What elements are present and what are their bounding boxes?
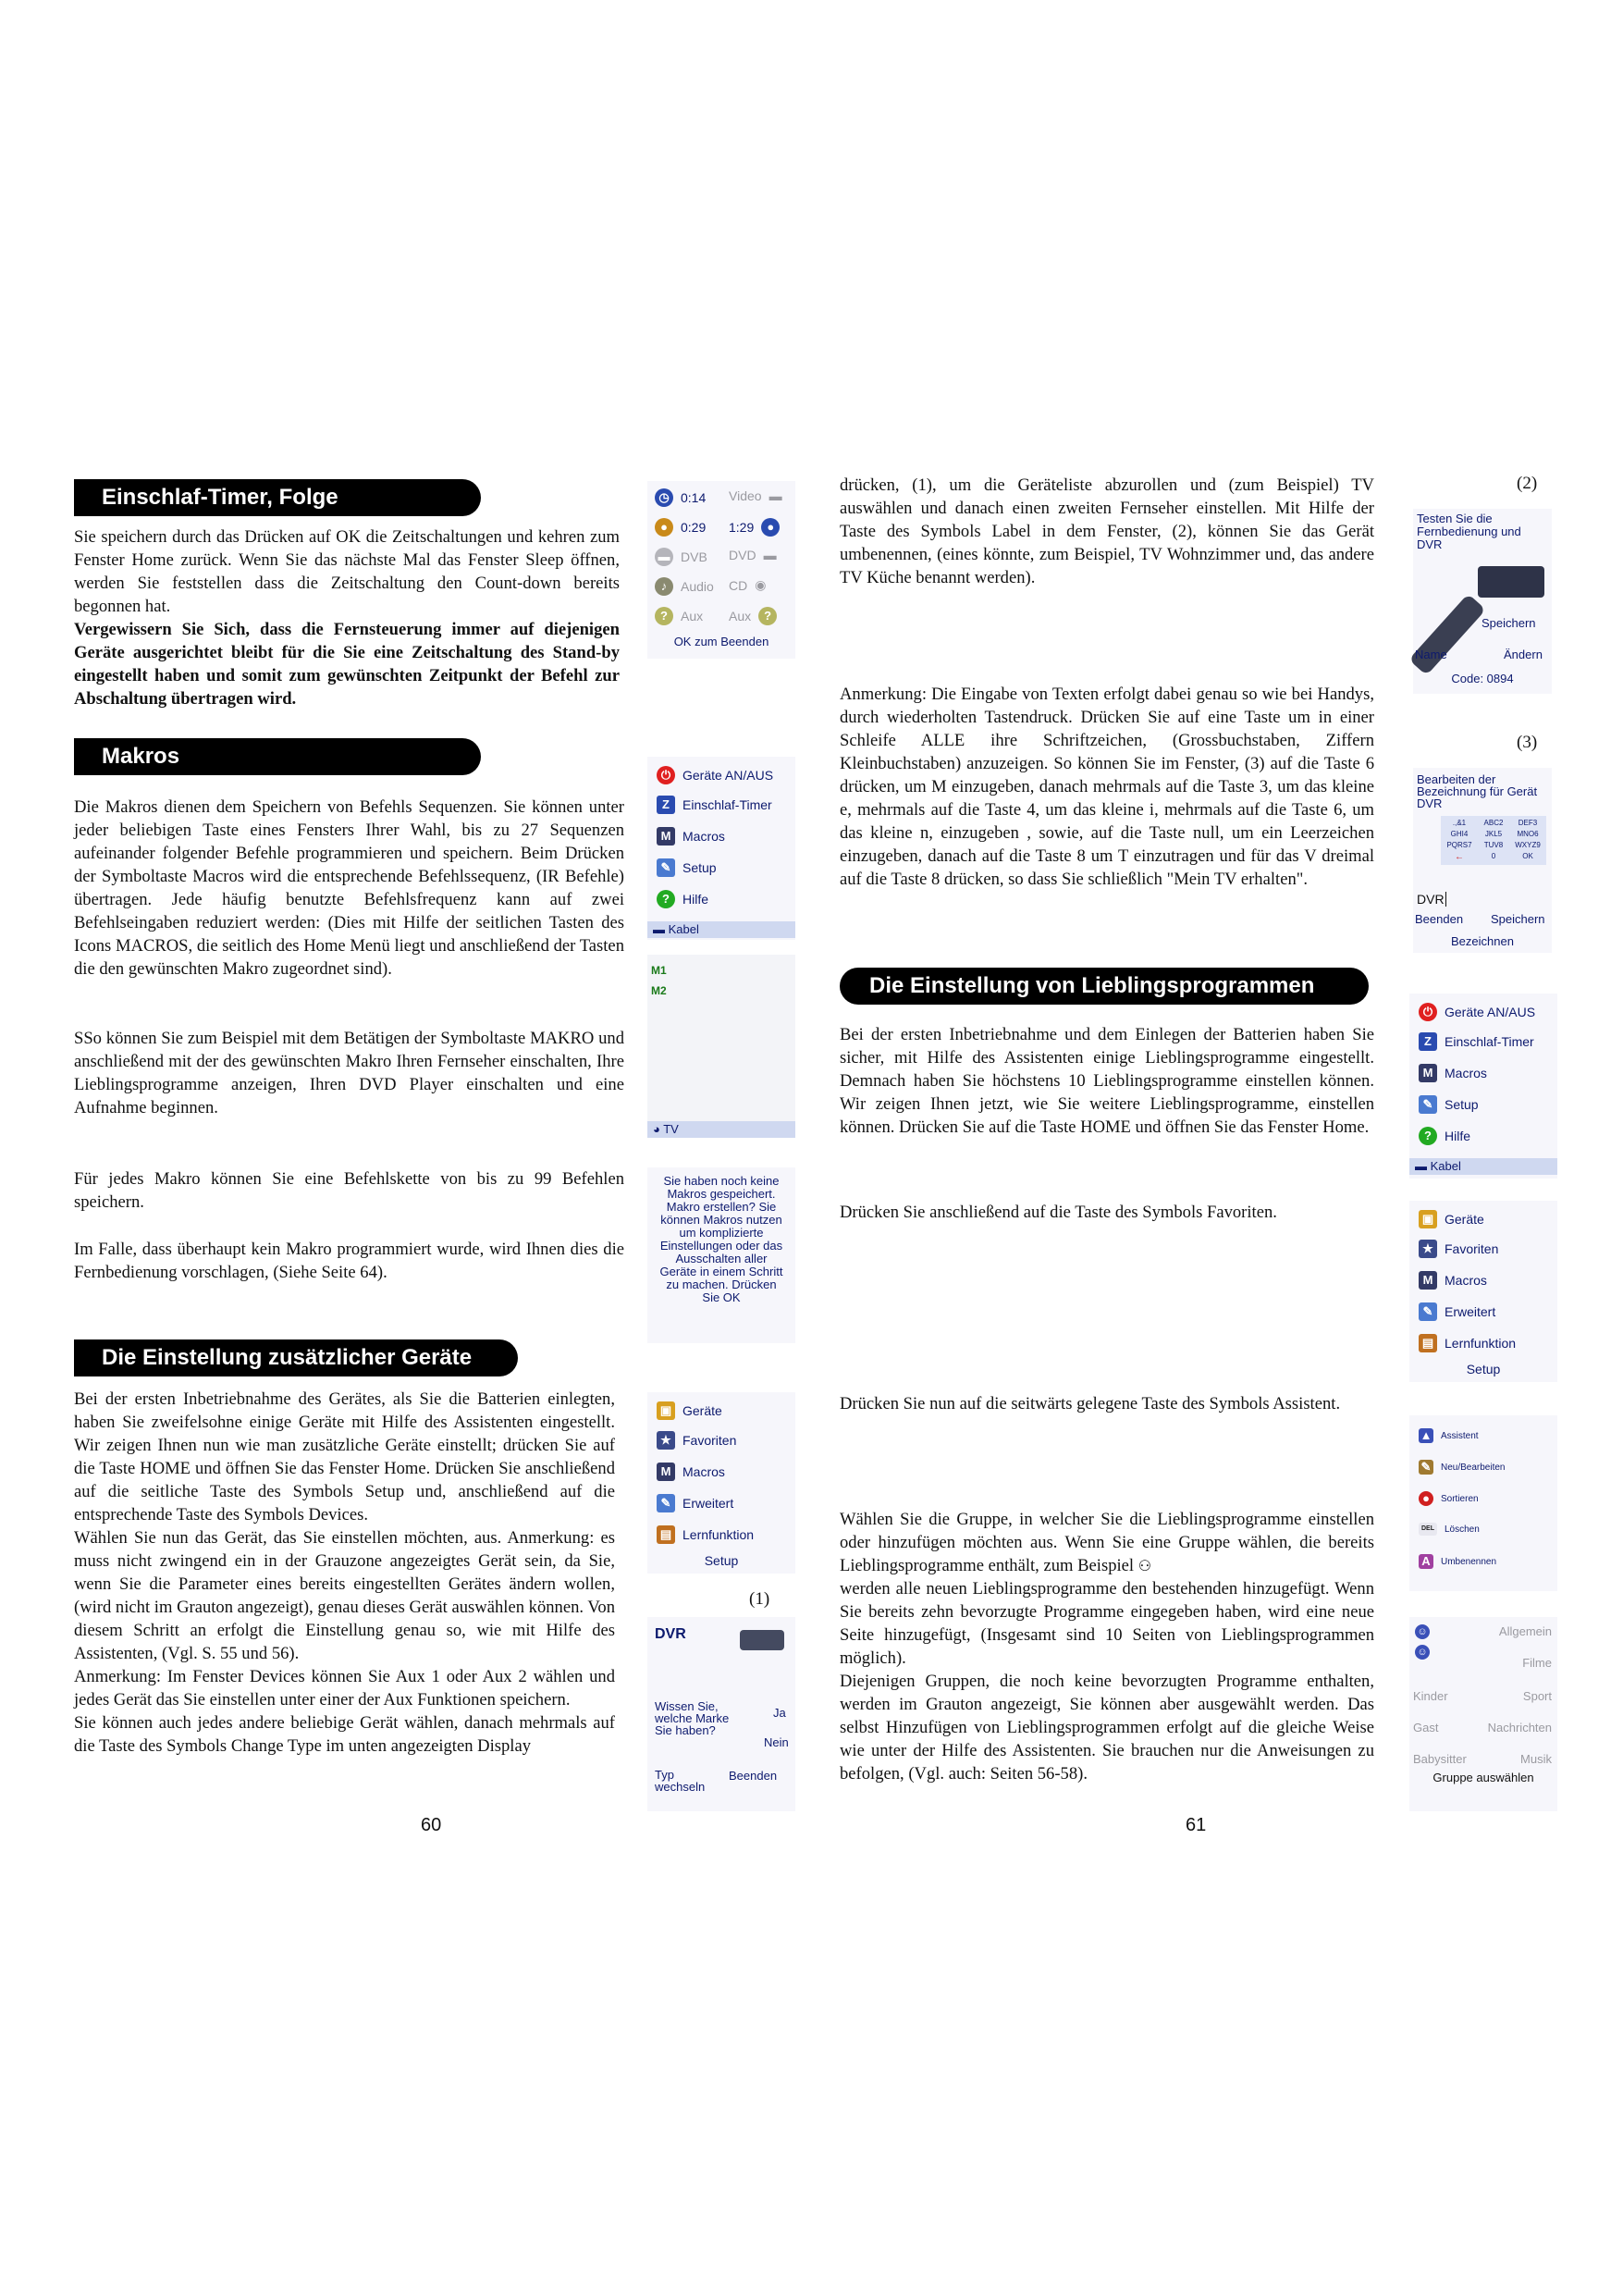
remote-control-icon — [1408, 594, 1486, 676]
help-icon: ? — [1419, 1127, 1437, 1145]
cable-icon: ▬ — [653, 922, 669, 936]
device-label: DVB — [681, 549, 707, 564]
section-heading-macros: Makros — [74, 738, 481, 775]
timer-value: 0:14 — [681, 490, 707, 505]
keypad-key[interactable]: WXYZ9 — [1515, 841, 1541, 849]
macro-slot[interactable]: M2 — [651, 984, 667, 997]
device-bar-label: Kabel — [1430, 1159, 1461, 1173]
video-icon: ▬ — [768, 488, 782, 503]
section-heading-sleep-timer: Einschlaf-Timer, Folge — [74, 479, 481, 516]
menu-item[interactable]: Geräte AN/AUS — [682, 768, 774, 783]
paragraph: Sie können auch jedes andere beliebige Gerät wählen, danach mehrmals auf die Taste des Symbols Change Type im unten angezeigten Display — [74, 1713, 615, 1756]
group-icon: ☺ — [1415, 1624, 1430, 1639]
figure-label: (2) — [1517, 474, 1538, 493]
section-heading-favorites: Die Einstellung von Lieblingsprogrammen — [840, 968, 1369, 1005]
keypad-key[interactable]: MNO6 — [1517, 830, 1539, 838]
question-text: Wissen Sie, welche Marke Sie haben? — [655, 1699, 730, 1737]
screen-title: Bearbeiten der Bezeichnung für Gerät DVR — [1417, 772, 1538, 810]
dvd-player-icon: ▬ — [763, 548, 777, 562]
screen-group-select — [1409, 1617, 1557, 1811]
screen-footer: Bezeichnen — [1451, 934, 1514, 948]
learning-icon: ▤ — [1419, 1334, 1437, 1352]
menu-item[interactable]: Einschlaf-Timer — [682, 797, 772, 812]
dvd-icon: ● — [655, 518, 673, 537]
end-button[interactable]: Beenden — [729, 1769, 778, 1783]
device-bar-label: TV — [663, 1122, 679, 1136]
globe-icon: ● — [761, 518, 780, 537]
cable-icon: ▬ — [1415, 1159, 1431, 1173]
keypad-key[interactable]: TUV8 — [1483, 841, 1504, 849]
device-label: DVD — [729, 548, 756, 562]
paragraph-text: Wählen Sie die Gruppe, in welcher Sie die Lieblingsprogramme einstellen oder hinzufügen möchten aus. Wenn Sie eine Gruppe wählen, die bereits Lieblingsprogramme enthält, zum Beispiel — [840, 1510, 1374, 1575]
paragraph: Bei der ersten Inbetriebnahme des Gerätes, als Sie die Batterien einlegten, haben Sie zweifelsohne einige Geräte mit Hilfe des Assistenten eingestellt. Wir zeigen Ihnen nun wie man zusätzliche Geräte einstellt; drücken Sie auf die Taste HOME und öffnen Sie das Fenster Home. Drücken Sie anschließend auf die seitliche Taste des Symbols Setup und, anschließend auf die entsprechende Taste des Symbols Devices. — [74, 1389, 615, 1524]
wizard-icon: ▲ — [1420, 1428, 1432, 1442]
help-icon: ? — [657, 890, 675, 908]
devices-icon: ▣ — [657, 1401, 675, 1420]
paragraph: Anmerkung: Im Fenster Devices können Sie Aux 1 oder Aux 2 wählen und jedes Gerät das Sie einstellen unter einer der Aux Funktionen speichern. — [74, 1667, 615, 1710]
paragraph-bold: Vergewissern Sie Sich, dass die Fernsteuerung immer auf diejenigen Geräte ausgerichtet bleibt für die Sie eine Zeitschaltung des Stand-by eingestellt haben und somit zum gewünschten Zeitpunkt der Befehl zur Abschaltung übertragen wird. — [74, 620, 620, 709]
aux-icon: ? — [758, 607, 777, 625]
menu-item[interactable]: Favoriten — [1445, 1241, 1499, 1256]
paragraph: Wählen Sie nun das Gerät, das Sie einstellen möchten, aus. Anmerkung: es muss nicht zwingend ein in der Grauzone angezeigtes Gerät sein, da Sie, wenn Sie die Parameter eines bereits eingestellten Gerätes ändern wollen, (wird nicht im Grauton angezeigt), genau dieses Gerät auswählen können. Von diesem Schritt an erfolgt die Einstellung genau so, wie mit Hilfe des Assistenten, (Vgl. S. 55 und 56). — [74, 1528, 615, 1663]
save-button[interactable]: Speichern — [1482, 616, 1536, 630]
keypad-key[interactable]: PQRS7 — [1446, 841, 1472, 849]
learning-icon: ▤ — [657, 1525, 675, 1544]
keypad-key[interactable]: ABC2 — [1483, 819, 1504, 827]
menu-item[interactable]: Geräte — [1445, 1212, 1484, 1227]
screen-favorites-menu — [1409, 1415, 1557, 1591]
device-bar — [1409, 1158, 1557, 1175]
device-bar — [647, 1121, 795, 1138]
device-label: Aux — [681, 609, 704, 623]
audio-icon: ♪ — [655, 577, 673, 596]
menu-item[interactable]: Erweitert — [682, 1496, 734, 1511]
dvb-icon: ▬ — [655, 548, 673, 566]
device-code: Code: 0894 — [1451, 672, 1514, 685]
menu-item[interactable]: Hilfe — [682, 892, 709, 907]
screen-dvr-brand — [647, 1617, 795, 1811]
favorites-icon: ★ — [657, 1431, 675, 1450]
menu-item[interactable]: Setup — [682, 860, 717, 875]
paragraph: Bei der ersten Inbetriebnahme und dem Einlegen der Batterien haben Sie sicher, mit Hilfe des Assistenten einige Lieblingsprogramme eingestellt. Demnach haben Sie höchstens 10 Lieblingsprogramme einstellen können. Wir zeigen Ihnen jetzt, wie Sie weitere Lieblingsprogramme, einstellen können. Drücken Sie auf die Taste HOME und öffnen Sie das Fenster Home. — [840, 1025, 1374, 1137]
advanced-icon: ✎ — [1419, 1302, 1437, 1321]
sort-icon: ● — [1419, 1491, 1433, 1506]
paragraph: Die Makros dienen dem Speichern von Befehls Sequenzen. Sie können unter jeder beliebigen Taste eines Fensters Ihrer Wahl, bis zu 27 Sequenzen aufeinander folgender Befehle programmieren und speichern. Beim Drücken der Symboltaste Macros wird die entsprechende Befehlssequenz, (IR Befehle) übertragen. Jede häufig benutzte Befehlsfrequenz kann auf zwei Befehlseingaben reduziert werden: (Dies mit Hilfe der seitlichen Tasten des Icons MACROS, die seitlich des Home Menü liegt und anschließend der Tasten die den gewünschten Makro zugeordnet sind). — [74, 797, 624, 979]
aux-icon: ? — [655, 607, 673, 625]
group-item[interactable]: Musik — [1520, 1752, 1552, 1766]
macros-icon: M — [1419, 1064, 1437, 1082]
device-label: Video — [729, 488, 762, 503]
paragraph: Sie speichern durch das Drücken auf OK die Zeitschaltungen und kehren zum Fenster Home zurück. Wenn Sie das nächste Mal das Fenster Sleep öffnen, werden Sie feststellen dass die Zeitschaltung den Count-down bereits begonnen hat. — [74, 527, 620, 616]
menu-item[interactable]: Assistent — [1441, 1430, 1479, 1441]
menu-item[interactable]: Geräte — [682, 1403, 722, 1418]
rename-icon: A — [1419, 1554, 1433, 1569]
menu-item[interactable]: Macros — [682, 1464, 725, 1479]
screen-footer: Setup — [704, 1553, 739, 1568]
change-button[interactable]: Ändern — [1504, 648, 1543, 661]
favorites-icon: ★ — [1419, 1240, 1437, 1258]
dvr-icon — [740, 1630, 784, 1650]
menu-item[interactable]: Setup — [1445, 1097, 1479, 1112]
group-item[interactable]: Kinder — [1413, 1689, 1448, 1703]
macros-icon: M — [657, 827, 675, 846]
group-item[interactable]: Babysitter — [1413, 1752, 1467, 1766]
menu-item[interactable]: Macros — [1445, 1273, 1487, 1288]
setup-icon: ✎ — [1419, 1095, 1437, 1114]
menu-item[interactable]: Neu/Bearbeiten — [1441, 1462, 1506, 1473]
screen-edit-name — [1413, 768, 1552, 953]
group-icon: ☺ — [1415, 1645, 1430, 1660]
group-item[interactable]: Gast — [1413, 1721, 1439, 1734]
sleep-timer-icon: Z — [657, 796, 675, 814]
paragraph: Im Falle, dass überhaupt kein Makro programmiert wurde, wird Ihnen dies die Fernbedienung vorschlagen, (Siehe Seite 64). — [74, 1240, 624, 1282]
screen-setup-menu — [1409, 1201, 1557, 1382]
menu-item[interactable]: Favoriten — [682, 1433, 737, 1448]
section-heading-additional-devices: Die Einstellung zusätzlicher Geräte — [74, 1339, 518, 1376]
paragraph: drücken, (1), um die Geräteliste abzurollen und (zum Beispiel) TV auswählen und danach einen zweiten Fernseher einstellen. Mit Hilfe der Taste des Symbols Label in dem Fenster, (2), können Sie das Gerät umbenennen, (eines könnte, zum Beispiel, TV Wohnzimmer und, das andere TV Küche benannt werden). — [840, 475, 1374, 587]
backspace-key[interactable]: ← — [1455, 852, 1464, 862]
keypad-key[interactable]: 0 — [1491, 852, 1496, 860]
screen-title: DVR — [655, 1626, 686, 1642]
menu-item[interactable]: Umbenennen — [1441, 1556, 1497, 1567]
keypad-key[interactable]: GHI4 — [1450, 830, 1469, 838]
paragraph: Diejenigen Gruppen, die noch keine bevorzugten Programme enthalten, werden im Grauton angezeigt, Sie können aber ausgewählt werden. Das selbst Hinzufügen von Lieblingsprogrammen erfolgt auf die gleiche Weise wie unter der Hilfe des Assistenten. Sie brauchen nur die Anweisungen zu befolgen, (Vgl. auch: Seiten 56-58). — [840, 1672, 1374, 1784]
group-item[interactable]: Sport — [1522, 1689, 1552, 1703]
paragraph — [840, 1508, 1374, 1577]
no-button[interactable]: Nein — [764, 1735, 789, 1749]
menu-item[interactable]: Sortieren — [1441, 1493, 1479, 1504]
menu-item[interactable]: Macros — [682, 829, 725, 844]
keypad-key[interactable]: .,&1 — [1452, 819, 1467, 827]
dvr-icon — [1478, 566, 1544, 598]
group-item[interactable]: Nachrichten — [1487, 1721, 1552, 1734]
name-input[interactable]: DVR — [1417, 892, 1445, 907]
save-button[interactable]: Speichern — [1491, 912, 1545, 926]
figure-label: (3) — [1517, 733, 1538, 752]
yes-button[interactable]: Ja — [773, 1706, 786, 1720]
sleep-timer-icon: Z — [1419, 1032, 1437, 1051]
screen-footer: Setup — [1466, 1362, 1501, 1376]
menu-item[interactable]: Einschlaf-Timer — [1445, 1034, 1534, 1049]
end-button[interactable]: Beenden — [1415, 912, 1464, 926]
paragraph: Anmerkung: Die Eingabe von Texten erfolgt dabei genau so wie bei Handys, durch wiederholten Tastendruck. Drücken Sie auf eine Taste um in einer Schleife ALLE ihre Schriftzeichen, (Grossbuchstaben, Ziffern Kleinbuchstaben) anzuzeigen. So können Sie im Fenster, (3) auf die Taste 6 drücken, um M einzugeben, danach mehrmals auf die Taste 3, um das kleine e, mehrmals auf die Taste 4, um das kleine i, mehrmals auf die Taste 6, um das kleine n, einzugeben , sowie, auf die Taste null, um ein Leerzeichen einzugeben, danach auf die Taste 8 um T einzutragen und für das V dreimal auf die Taste 8 drücken, so dass Sie schließlich "Mein TV erhalten". — [840, 685, 1374, 889]
page-number: 60 — [421, 1815, 442, 1835]
ok-key[interactable]: OK — [1522, 852, 1533, 860]
edit-icon: ✎ — [1419, 1460, 1433, 1475]
keypad-key[interactable]: DEF3 — [1518, 819, 1538, 827]
device-bar-label: Kabel — [668, 922, 699, 936]
menu-item[interactable]: Hilfe — [1445, 1129, 1471, 1143]
screen-setup-menu — [647, 1392, 795, 1574]
screen-no-macros — [647, 1167, 795, 1343]
cd-icon: ◉ — [755, 577, 767, 592]
change-type-button[interactable]: Typ wechseln — [655, 1768, 706, 1794]
paragraph: werden alle neuen Lieblingsprogramme den bestehenden hinzugefügt. Wenn Sie bereits zehn bevorzugte Programme eingegeben haben, wird eine neue Seite hinzugefügt, (Insgesamt sind 10 Seiten von Lieblingsprogrammen möglich). — [840, 1579, 1374, 1668]
screen-sleep-timer — [647, 481, 795, 659]
device-bar — [647, 921, 795, 938]
tv-icon: ◕ — [653, 1122, 664, 1136]
screen-macros — [647, 955, 795, 1138]
paragraph: Für jedes Makro können Sie eine Befehlskette von bis zu 99 Befehlen speichern. — [74, 1169, 624, 1212]
paragraph: SSo können Sie zum Beispiel mit dem Betätigen der Symboltaste MAKRO und anschließend mit der des gewünschten Makro Ihren Fernseher einschalten, Ihre Lieblingsprogramme anzeigen, Ihren DVD Player einschalten und eine Aufnahme beginnen. — [74, 1029, 624, 1117]
devices-icon: ▣ — [1419, 1210, 1437, 1228]
page-number: 61 — [1186, 1815, 1207, 1835]
screen-dvr-test — [1413, 509, 1552, 694]
menu-item[interactable]: Löschen — [1445, 1524, 1480, 1535]
group-item[interactable]: Filme — [1522, 1656, 1552, 1670]
figure-label: (1) — [749, 1589, 770, 1609]
menu-item[interactable]: Macros — [1445, 1066, 1487, 1080]
screen-footer: Gruppe auswählen — [1432, 1771, 1534, 1784]
clock-icon: ◷ — [655, 488, 673, 507]
info-message: Sie haben noch keine Makros gespeichert. Makro erstellen? Sie können Makros nutzen um komplizierte Einstellungen oder das Ausschalten aller Geräte in einem Schritt zu machen. Drücken Sie OK — [659, 1174, 783, 1304]
screen-home-menu — [647, 757, 795, 940]
menu-item[interactable]: Erweitert — [1445, 1304, 1496, 1319]
macro-slot[interactable]: M1 — [651, 964, 667, 977]
device-label: CD — [729, 577, 748, 593]
keypad-key[interactable]: JKL5 — [1484, 830, 1503, 838]
menu-item[interactable]: Lernfunktion — [682, 1527, 755, 1542]
advanced-icon: ✎ — [657, 1494, 675, 1512]
setup-icon: ✎ — [657, 858, 675, 877]
keypad — [1441, 816, 1546, 865]
screen-footer: OK zum Beenden — [673, 635, 769, 648]
power-icon: ⏻ — [1419, 1003, 1437, 1021]
menu-item[interactable]: Lernfunktion — [1445, 1336, 1517, 1351]
family-group-icon: ⚇ — [1137, 1557, 1152, 1574]
screen-title: Testen Sie die Fernbedienung und DVR — [1417, 512, 1521, 551]
group-item[interactable]: Allgemein — [1498, 1624, 1552, 1638]
power-icon: ⏻ — [657, 766, 675, 784]
delete-icon: DEL — [1419, 1523, 1437, 1536]
menu-item[interactable]: Geräte AN/AUS — [1445, 1005, 1536, 1019]
paragraph: Drücken Sie anschließend auf die Taste des Symbols Favoriten. — [840, 1203, 1277, 1222]
timer-value: 0:29 — [681, 520, 707, 535]
paragraph: Drücken Sie nun auf die seitwärts gelegene Taste des Symbols Assistent. — [840, 1394, 1341, 1413]
device-label: Aux — [729, 609, 752, 623]
macros-icon: M — [657, 1463, 675, 1481]
macros-icon: M — [1419, 1271, 1437, 1290]
device-label: Audio — [681, 579, 714, 594]
timer-value: 1:29 — [729, 520, 755, 535]
screen-home-menu — [1409, 994, 1557, 1179]
name-button[interactable]: Name — [1415, 648, 1447, 661]
